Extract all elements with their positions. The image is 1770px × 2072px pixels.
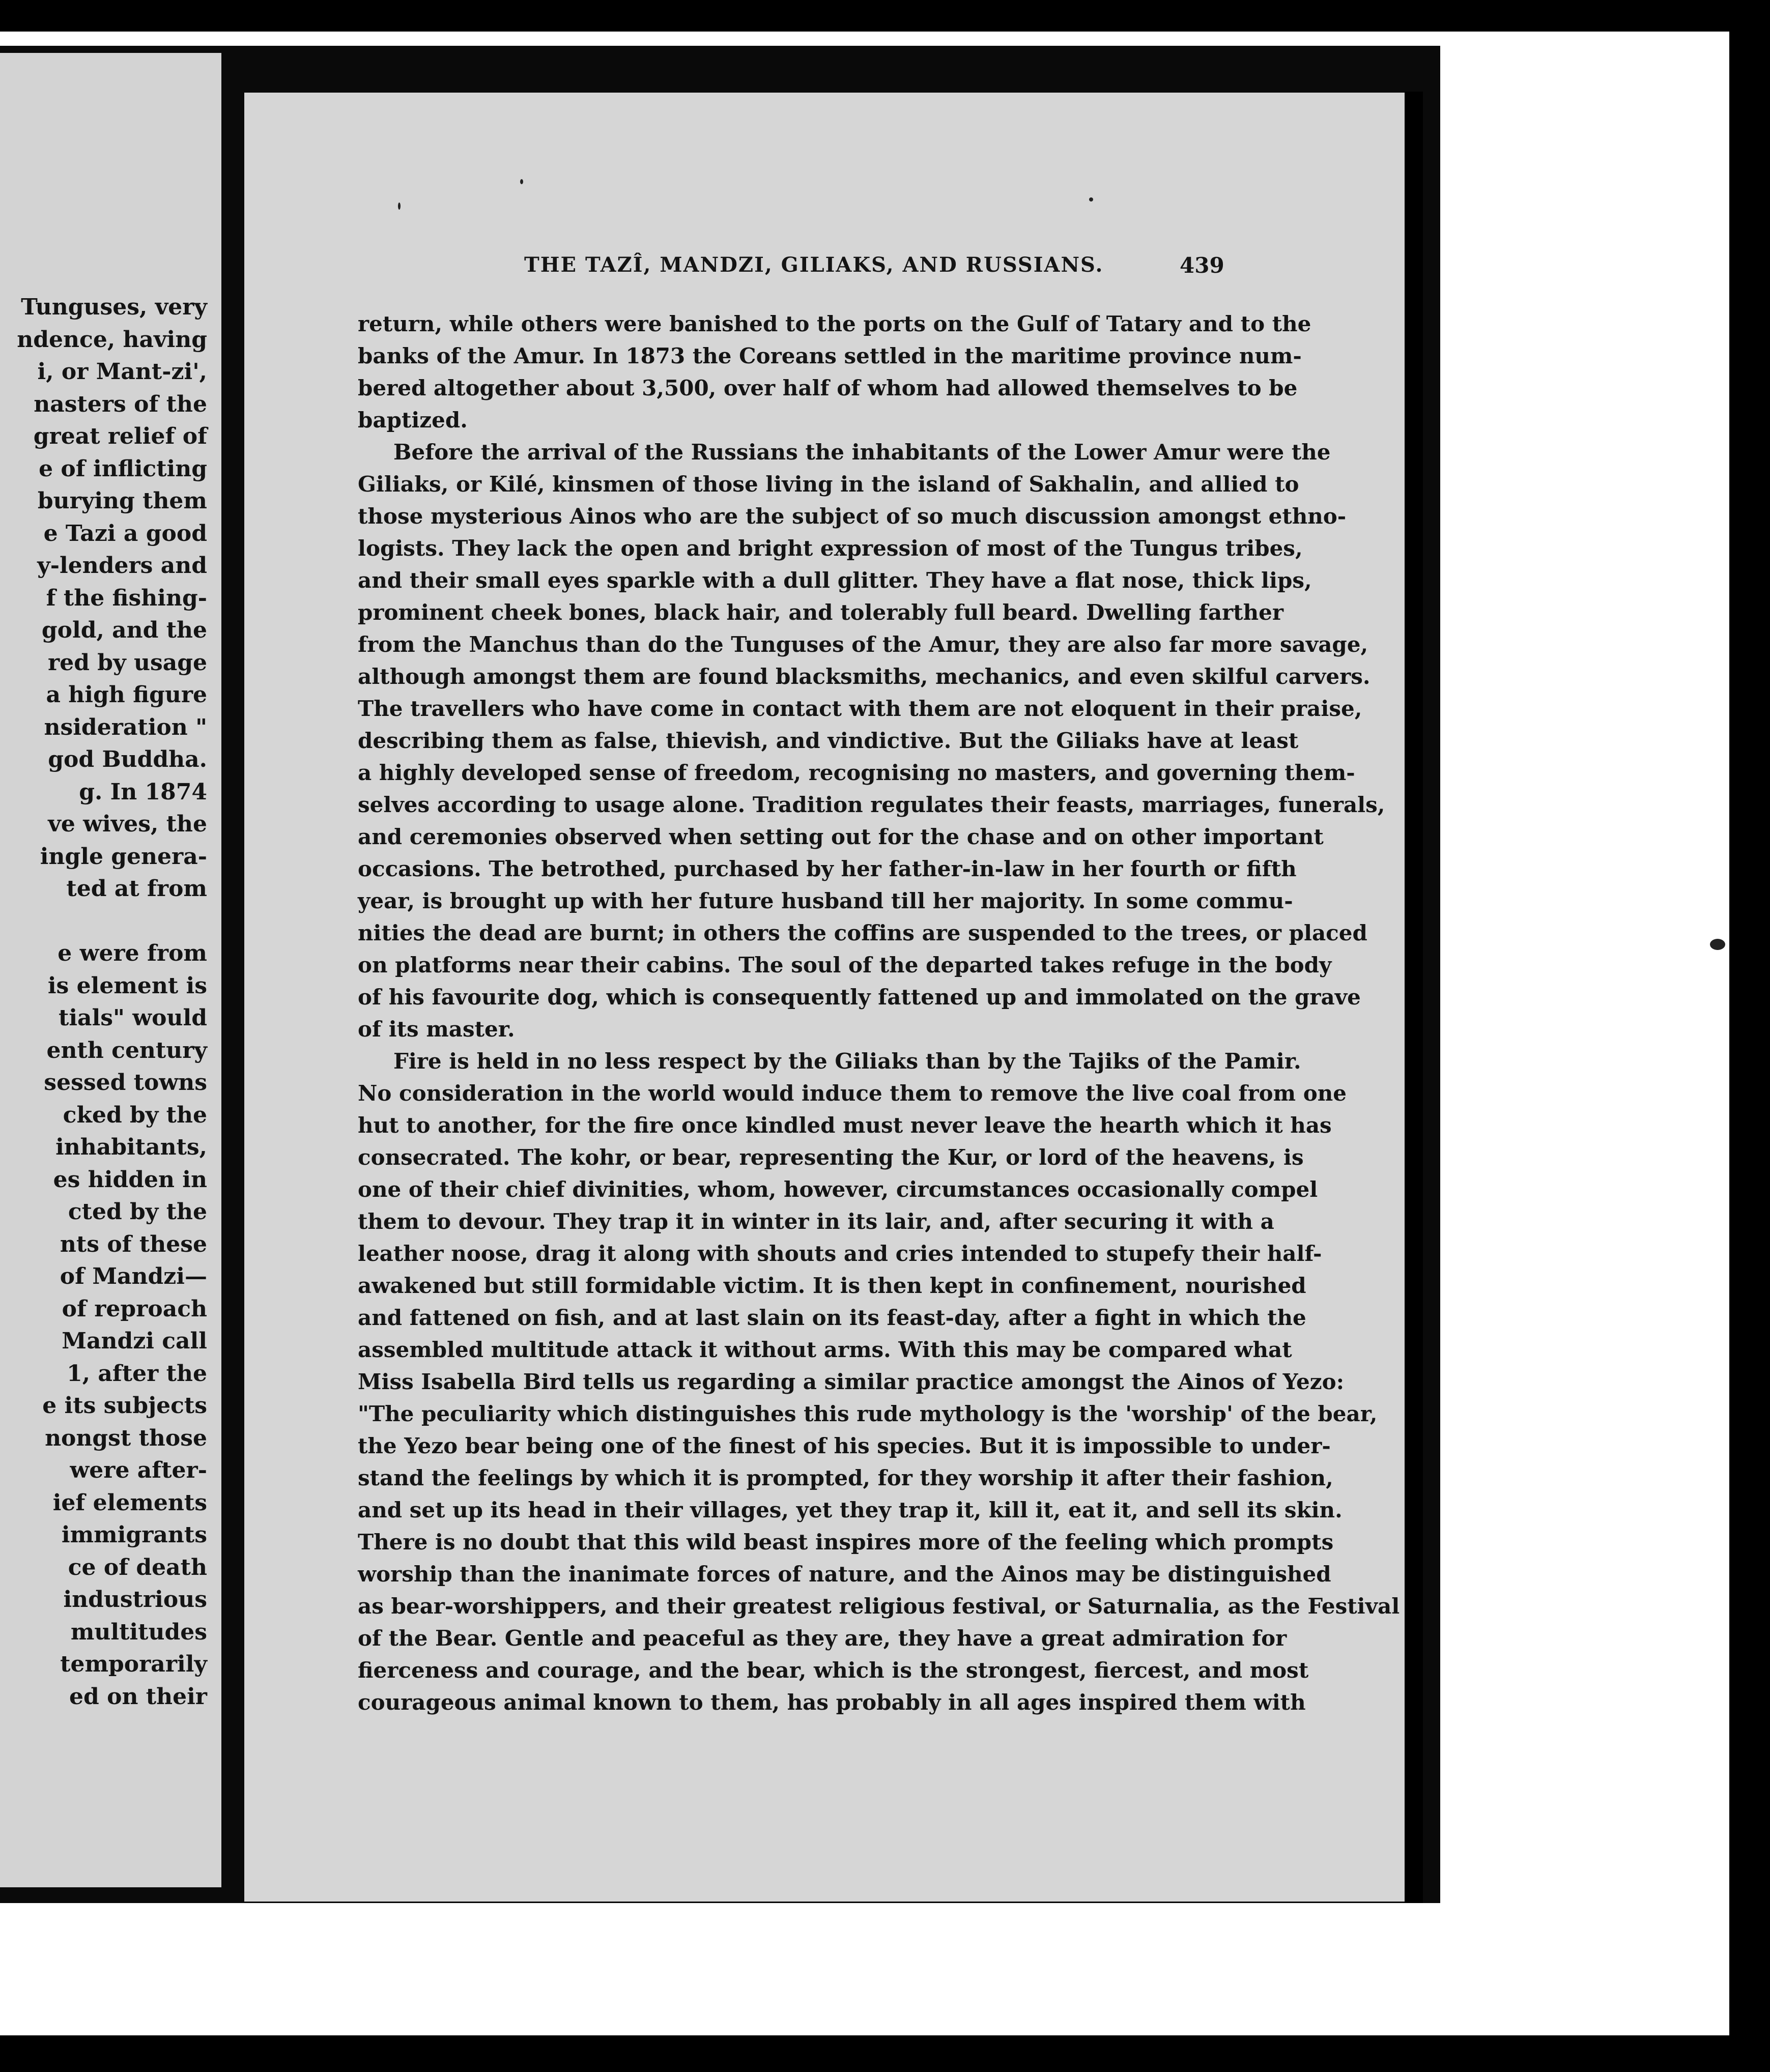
text-line: No consideration in the world would induce them to remove the live coal from one [358,1081,1347,1106]
left-page-line: e of inflicting [39,455,207,482]
left-page-line: gold, and the [41,617,207,643]
text-line: although amongst them are found blacksmiths, mechanics, and even skilful carvers. [358,664,1371,689]
left-page-line: e its subjects [42,1393,207,1419]
text-line: year, is brought up with her future husband till her majority. In some commu- [358,888,1293,913]
text-line: and ceremonies observed when setting out for the chase and on other important [358,824,1324,849]
left-page-line: 1, after the [67,1360,207,1387]
text-line: return, while others were banished to the ports on the Gulf of Tatary and to the [358,311,1311,336]
left-page-line: cked by the [63,1102,207,1128]
text-line: occasions. The betrothed, purchased by her father-in-law in her fourth or fifth [358,856,1297,881]
scan-border-bottom [0,2035,1770,2072]
text-line: assembled multitude attack it without arms. With this may be compared what [358,1337,1292,1362]
left-page-line: f the fishing- [46,585,207,611]
scan-speck [398,203,401,210]
left-page-line: nongst those [45,1425,207,1451]
left-page-line: tials" would [59,1005,207,1031]
left-page-line: ndence, having [17,326,207,353]
left-page-line: Tunguses, very [21,294,207,320]
text-line: courageous animal known to them, has probably in all ages inspired them with [358,1690,1306,1715]
text-line: of his favourite dog, which is consequently fattened up and immolated on the grave [358,985,1361,1010]
text-line: one of their chief divinities, whom, however, circumstances occasionally compel [358,1177,1318,1202]
left-page-line: industrious [63,1587,207,1613]
text-line: consecrated. The kohr, or bear, representing the Kur, or lord of the heavens, is [358,1145,1304,1170]
left-page-line: burying them [37,488,207,514]
left-page-line: nts of these [60,1231,207,1257]
text-line: of the Bear. Gentle and peaceful as they are, they have a great admiration for [358,1626,1287,1651]
text-line: leather noose, drag it along with shouts and cries intended to stupefy their half- [358,1241,1322,1266]
text-line: from the Manchus than do the Tunguses of the Amur, they are also far more savage, [358,632,1368,657]
text-line: them to devour. They trap it in winter in its lair, and, after securing it with a [358,1209,1274,1234]
text-line: The travellers who have come in contact with them are not eloquent in their praise, [358,696,1362,721]
left-page-line: ce of death [68,1554,207,1580]
left-page-line: cted by the [68,1199,207,1225]
scan-speck [1089,197,1093,202]
text-line: bered altogether about 3,500, over half of whom had allowed themselves to be [358,376,1298,400]
left-page-line: sessed towns [44,1070,207,1096]
left-page-line: great relief of [33,423,207,449]
text-line: worship than the inanimate forces of nature, and the Ainos may be distinguished [358,1562,1331,1587]
left-page-line: multitudes [70,1619,207,1645]
scan-speck [520,179,523,184]
text-line: and their small eyes sparkle with a dull glitter. They have a flat nose, thick lips, [358,568,1312,593]
text-line: fierceness and courage, and the bear, which is the strongest, fiercest, and most [358,1658,1309,1683]
page-body-text [358,308,1400,1718]
text-line: baptized. [358,408,468,433]
left-page-line: of reproach [62,1296,207,1322]
left-page-line: nasters of the [34,391,207,417]
text-line: stand the feelings by which it is prompted, for they worship it after their fashion, [358,1465,1333,1490]
left-page-line: temporarily [60,1651,207,1677]
text-line: nities the dead are burnt; in others the coffins are suspended to the trees, or placed [358,920,1367,945]
left-page-line: were after- [70,1457,207,1483]
left-page-line: a high figure [46,682,207,708]
left-page-line: is element is [47,972,207,999]
left-page-line: ief elements [52,1489,207,1516]
page-number: 439 [1180,253,1224,278]
scan-speck [1710,939,1725,950]
text-line: Before the arrival of the Russians the inhabitants of the Lower Amur were the [393,440,1331,465]
left-page-line: e Tazi a good [43,520,207,546]
text-line: on platforms near their cabins. The soul of the departed takes refuge in the body [358,953,1332,977]
scan-border-right [1729,0,1770,2072]
left-page-line: Mandzi call [62,1328,207,1354]
text-line: describing them as false, thievish, and vindictive. But the Giliaks have at least [358,728,1299,753]
text-line: selves according to usage alone. Tradition regulates their feasts, marriages, funerals, [358,792,1385,817]
text-line: of its master. [358,1017,515,1042]
left-page-line: ed on their [69,1683,207,1710]
text-line: prominent cheek bones, black hair, and tolerably full beard. Dwelling farther [358,600,1283,625]
text-line: the Yezo bear being one of the finest of his species. But it is impossible to under- [358,1433,1331,1458]
left-page-line: red by usage [48,649,207,676]
left-page [0,53,221,1887]
text-line: hut to another, for the fire once kindled must never leave the hearth which it has [358,1113,1332,1138]
text-line: awakened but still formidable victim. It is then kept in confinement, nourished [358,1273,1306,1298]
left-page-line: of Mandzi— [60,1263,207,1289]
text-line: Giliaks, or Kilé, kinsmen of those living in the island of Sakhalin, and allied to [358,472,1299,497]
page-edge-shadow [1405,92,1423,1903]
left-page-line: es hidden in [53,1166,207,1193]
text-line: There is no doubt that this wild beast inspires more of the feeling which prompts [358,1530,1334,1555]
text-line: and set up its head in their villages, yet they trap it, kill it, eat it, and sell its skin. [358,1498,1343,1522]
left-page-line: ted at from [66,876,207,902]
left-page-line: nsideration " [44,714,207,740]
left-page-line: ve wives, the [48,811,207,837]
text-line: "The peculiarity which distinguishes this rude mythology is the 'worship' of the bear, [358,1401,1378,1426]
running-title: THE TAZÎ, MANDZI, GILIAKS, AND RUSSIANS. [524,253,1104,277]
left-page-line: y-lenders and [37,553,207,579]
text-line: logists. They lack the open and bright expression of most of the Tungus tribes, [358,536,1303,561]
text-line: banks of the Amur. In 1873 the Coreans settled in the maritime province num- [358,343,1302,368]
left-page-line: enth century [46,1037,207,1063]
left-page-line: i, or Mant-zi', [37,359,207,385]
text-line: Fire is held in no less respect by the Giliaks than by the Tajiks of the Pamir. [393,1049,1301,1074]
left-page-line: e were from [58,940,207,966]
text-line: Miss Isabella Bird tells us regarding a similar practice amongst the Ainos of Yezo: [358,1369,1345,1394]
scan-border-top [0,0,1770,32]
left-page-line: ingle genera- [40,843,207,870]
text-line: and fattened on fish, and at last slain on its feast-day, after a fight in which the [358,1305,1306,1330]
text-line: as bear-worshippers, and their greatest religious festival, or Saturnalia, as the Festival [358,1594,1400,1619]
left-page-line: god Buddha. [48,746,207,772]
left-page-line: immigrants [61,1522,207,1548]
left-page-line: g. In 1874 [79,779,207,805]
text-line: a highly developed sense of freedom, recognising no masters, and governing them- [358,760,1355,785]
left-page-line: inhabitants, [55,1134,207,1160]
text-line: those mysterious Ainos who are the subject of so much discussion amongst ethno- [358,504,1347,529]
